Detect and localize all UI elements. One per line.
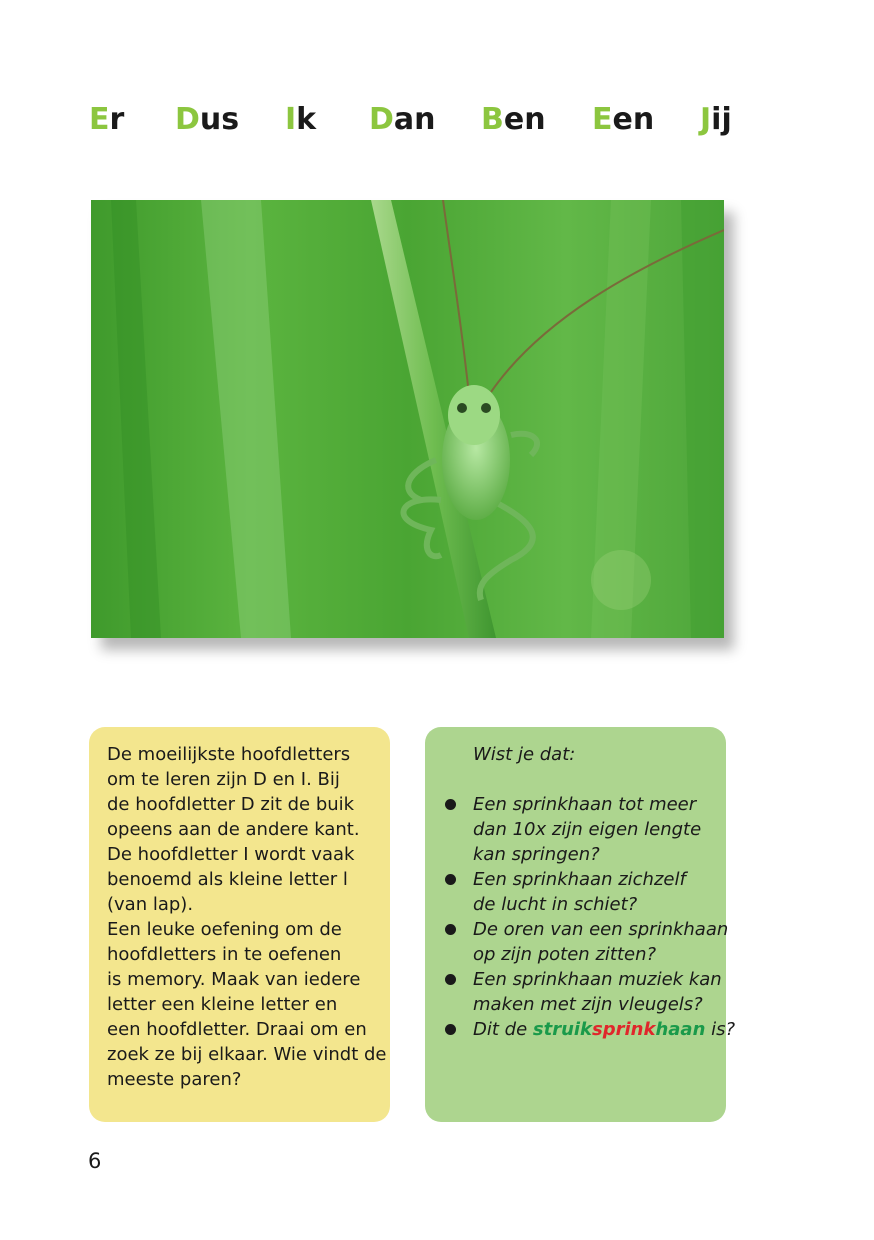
grasshopper-illustration — [91, 200, 724, 638]
facts-list — [473, 792, 736, 1042]
fact-item — [473, 967, 722, 1017]
fact-line: dan 10x zijn eigen lengte — [473, 819, 702, 840]
word-7 — [700, 100, 732, 140]
info-line: zoek ze bij elkaar. Wie vindt de — [107, 1044, 387, 1065]
word-rest: us — [199, 102, 240, 137]
word-first-letter: J — [700, 102, 712, 137]
info-line: hoofdletters in te oefenen — [107, 944, 342, 965]
info-line: Een leuke oefening om de — [107, 919, 342, 940]
info-box — [89, 727, 390, 1122]
word-5 — [481, 100, 546, 140]
facts-box — [425, 727, 736, 1122]
grasshopper-photo — [91, 200, 724, 638]
info-line: de hoofdletter D zit de buik — [107, 794, 355, 815]
fact-line: Een sprinkhaan muziek kan — [473, 969, 722, 990]
fact-line: De oren van een sprinkhaan — [473, 919, 729, 940]
info-line: (van lap). — [107, 894, 194, 915]
highlight-sprink: sprink — [592, 1019, 656, 1040]
fact-line: kan springen? — [473, 844, 600, 865]
bullet-icon — [445, 799, 456, 810]
highlight-struik: struik — [532, 1019, 593, 1040]
fact-item — [473, 792, 716, 867]
facts-intro: Wist je dat: — [473, 744, 576, 765]
word-first-letter: E — [592, 102, 613, 137]
fact-item — [473, 867, 716, 917]
info-line: De hoofdletter I wordt vaak — [107, 844, 355, 865]
word-first-letter: B — [481, 102, 504, 137]
info-line: De moeilijkste hoofdletters — [107, 744, 351, 765]
word-rest: en — [503, 102, 546, 137]
info-text — [107, 742, 387, 1092]
word-rest: an — [393, 102, 436, 137]
word-3 — [285, 100, 316, 140]
info-line: opeens aan de andere kant. — [107, 819, 360, 840]
bullet-icon — [445, 974, 456, 985]
info-line: meeste paren? — [107, 1069, 242, 1090]
word-2 — [175, 100, 239, 140]
info-line: letter een kleine letter en — [107, 994, 338, 1015]
bullet-icon — [445, 924, 456, 935]
info-line: benoemd als kleine letter l — [107, 869, 348, 890]
word-rest: en — [612, 102, 655, 137]
word-6 — [592, 100, 654, 140]
fact-line: de lucht in schiet? — [473, 894, 638, 915]
bullet-icon — [445, 874, 456, 885]
fact-line: Een sprinkhaan tot meer — [473, 794, 697, 815]
fact-line: maken met zijn vleugels? — [473, 994, 703, 1015]
fact-item — [473, 917, 729, 967]
word-first-letter: E — [89, 102, 110, 137]
info-line: een hoofdletter. Draai om en — [107, 1019, 367, 1040]
word-1 — [89, 100, 124, 140]
fact-line: op zijn poten zitten? — [473, 944, 657, 965]
page-number: 6 — [88, 1149, 102, 1173]
word-rest: k — [296, 102, 317, 137]
word-rest: ij — [711, 102, 732, 137]
word-first-letter: D — [369, 102, 394, 137]
word-first-letter: D — [175, 102, 200, 137]
word-first-letter: I — [285, 102, 297, 137]
bullet-icon — [445, 1024, 456, 1035]
fact-item-last — [473, 1017, 736, 1042]
fact-line: Een sprinkhaan zichzelf — [473, 869, 686, 890]
fact-line — [473, 1017, 736, 1042]
word-rest: r — [109, 102, 125, 137]
word-list — [0, 100, 874, 144]
fact-prefix: Dit de — [473, 1019, 533, 1040]
word-4 — [369, 100, 436, 140]
fact-suffix: is? — [705, 1019, 736, 1040]
info-line: om te leren zijn D en I. Bij — [107, 769, 340, 790]
info-line: is memory. Maak van iedere — [107, 969, 361, 990]
highlight-haan: haan — [655, 1019, 706, 1040]
